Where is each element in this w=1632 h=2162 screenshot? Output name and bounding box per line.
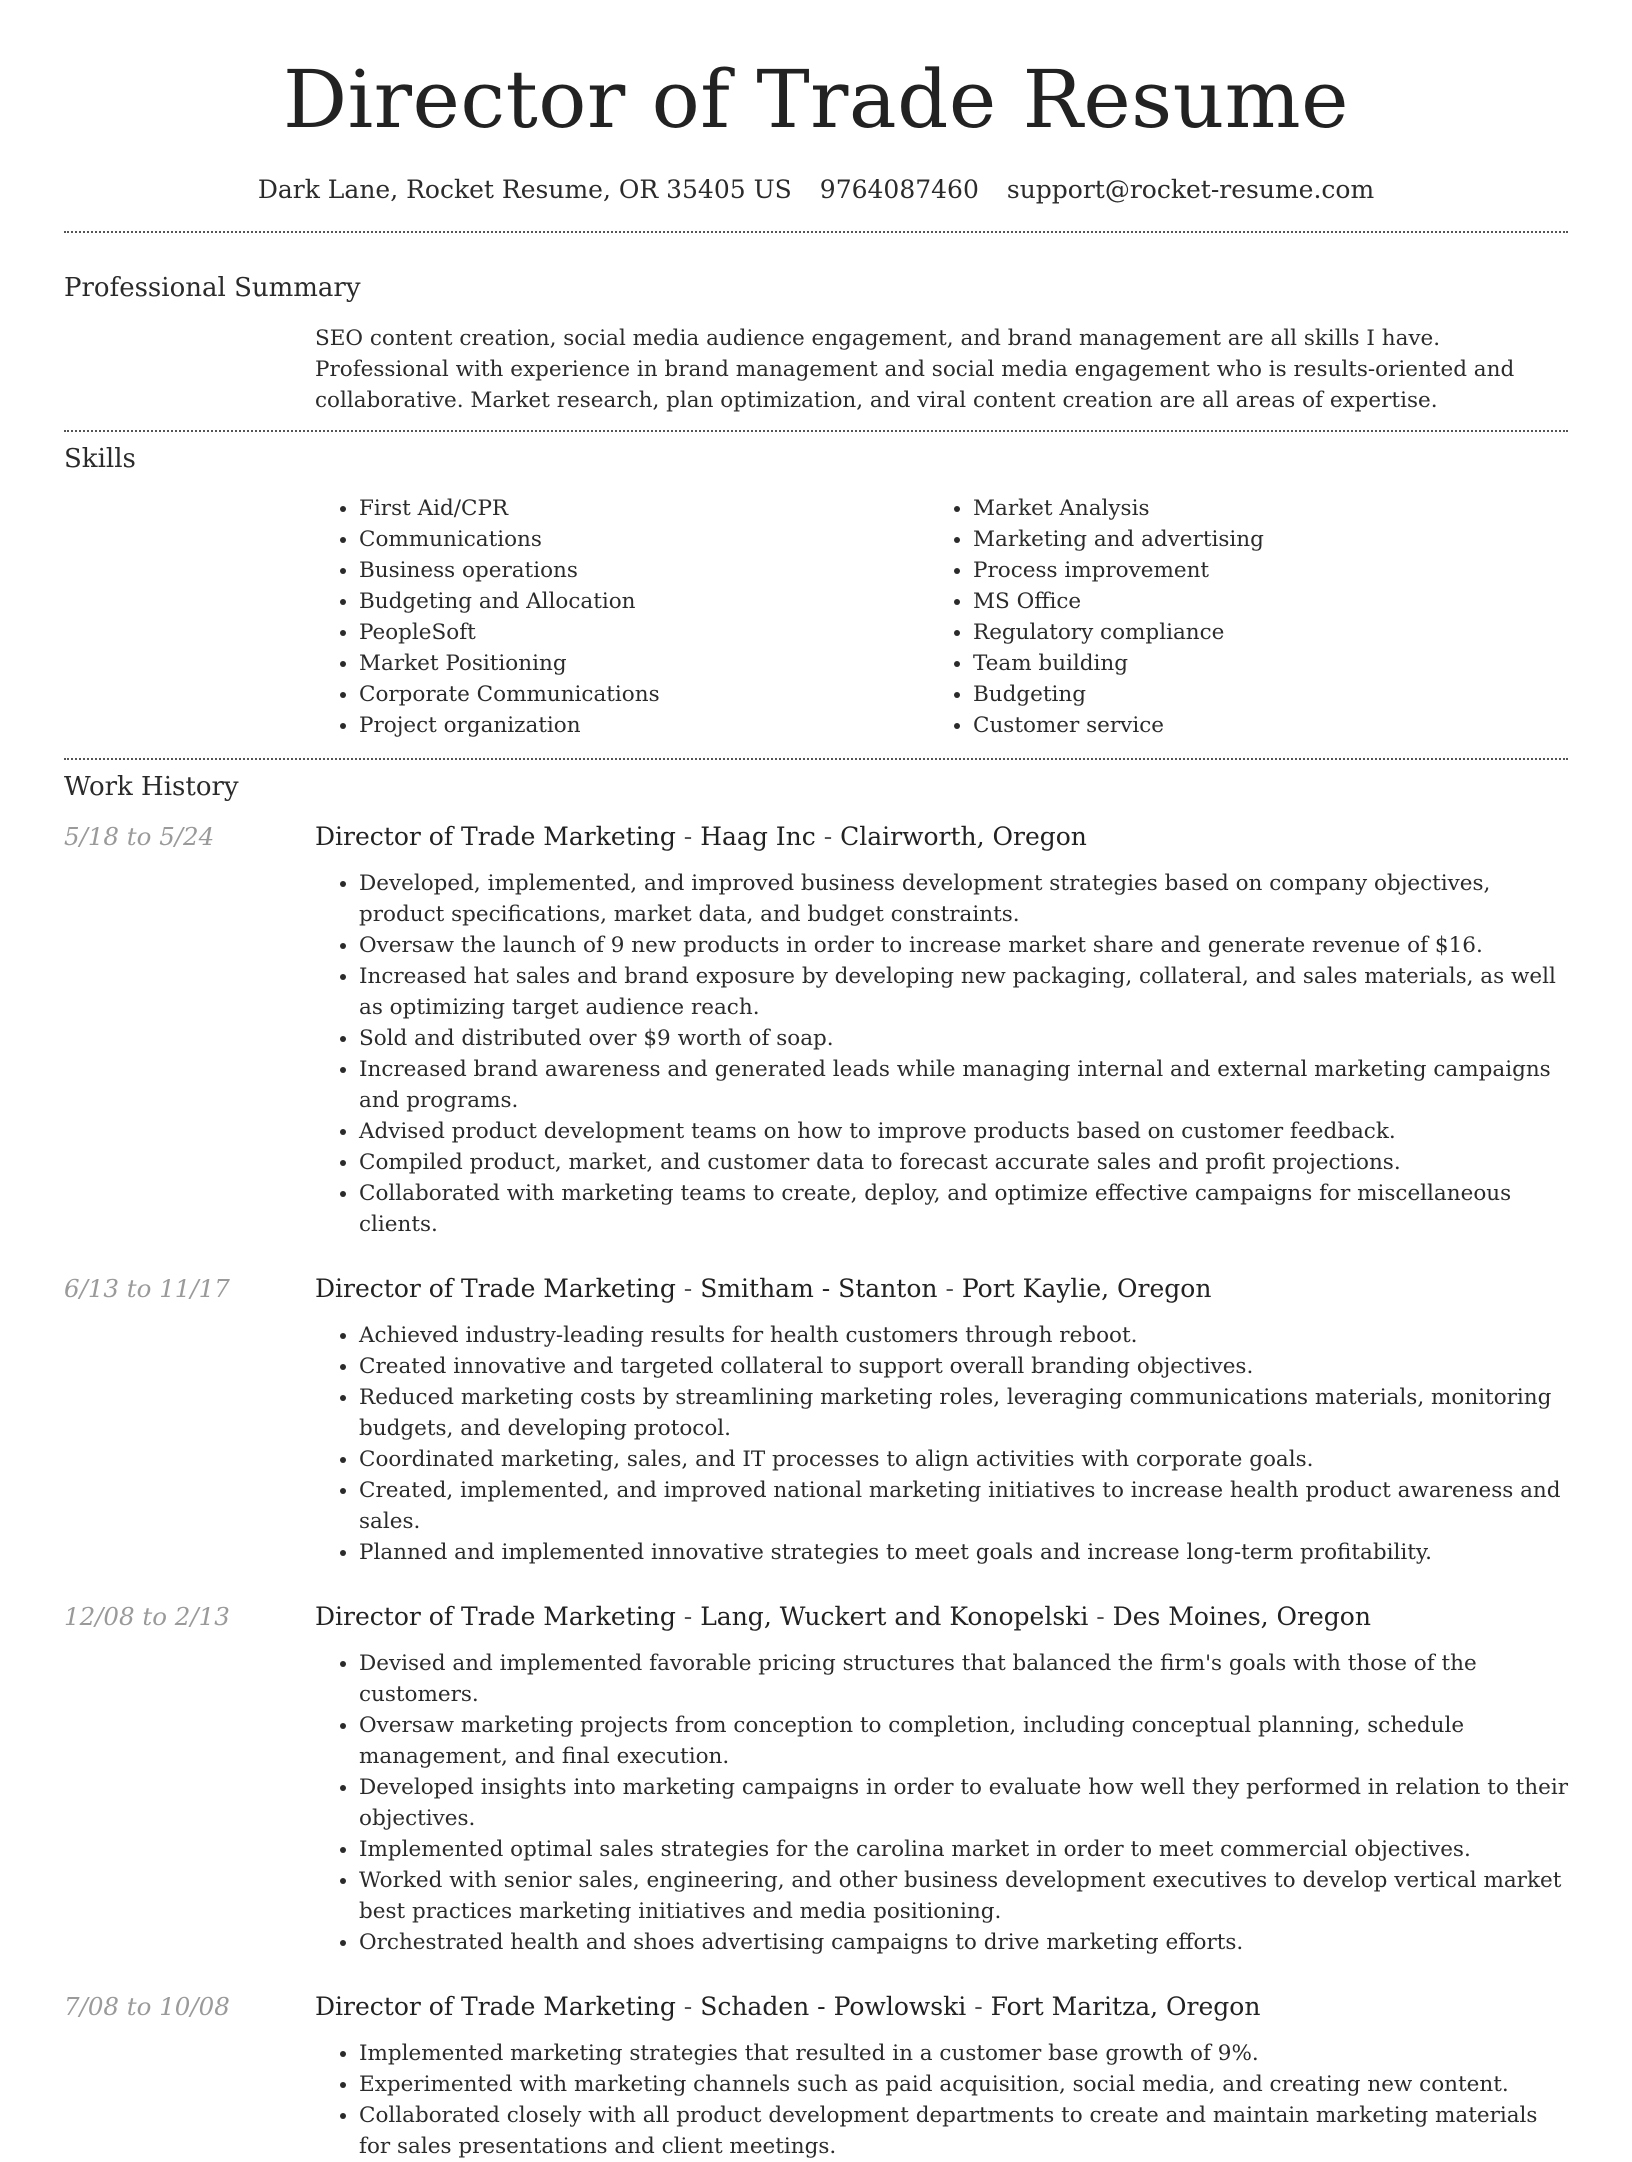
job-bullet: • Implemented marketing strategies that resulted in a customer base growth of 9%. [359,2038,1568,2069]
contact-phone: 9764087460 [819,175,979,204]
job-details [315,1600,1568,1958]
job-bullets [315,2038,1568,2162]
job-bullet: • Oversaw marketing projects from conception to completion, including conceptual planning, schedule management, and final execution. [359,1710,1568,1772]
job-dates: 7/08 to 10/08 [64,1992,230,2021]
skills-column-right [929,493,1264,741]
job-list [64,820,1568,2162]
job-bullet: • Implemented optimal sales strategies for the carolina market in order to meet commercial objectives. [359,1834,1568,1865]
job-bullet: • Achieved industry-leading results for health customers through reboot. [359,1320,1568,1351]
job-bullet: • Created, implemented, and improved national marketing initiatives to increase health product awareness and sales. [359,1475,1568,1537]
resume-title: Director of Trade Resume [283,53,1349,146]
job-entry [64,1272,1568,1568]
skill-item: • MS Office [973,586,1264,617]
job-role: Director of Trade Marketing [315,1274,676,1303]
job-bullet: • Reduced marketing costs by streamlining marketing roles, leveraging communications materials, monitoring budgets, and developing protocol. [359,1382,1568,1444]
job-company: Schaden - Powlowski [700,1992,967,2021]
contact-line [64,174,1568,206]
job-bullet: • Increased hat sales and brand exposure by developing new packaging, collateral, and sales materials, as well as optimizing target audience reach. [359,961,1568,1023]
job-company: Lang, Wuckert and Konopelski [700,1602,1089,1631]
skill-item: • Corporate Communications [359,679,929,710]
job-details [315,1990,1568,2162]
skill-item: • Market Analysis [973,493,1264,524]
job-entry [64,1600,1568,1958]
job-dates: 5/18 to 5/24 [64,822,215,851]
skill-item: • Budgeting and Allocation [359,586,929,617]
job-location: Fort Maritza, Oregon [990,1992,1261,2021]
job-bullet: • Orchestrated health and shoes advertising campaigns to drive marketing efforts. [359,1927,1568,1958]
job-bullet: • Coordinated marketing, sales, and IT processes to align activities with corporate goals. [359,1444,1568,1475]
skill-item: • Regulatory compliance [973,617,1264,648]
job-bullet: • Created innovative and targeted collateral to support overall branding objectives. [359,1351,1568,1382]
skill-item: • Business operations [359,555,929,586]
skill-item: • Communications [359,524,929,555]
skill-item: • Customer service [973,710,1264,741]
summary-text: SEO content creation, social media audience engagement, and brand management are all skills I have. Professional with experience in brand management and social media engagement who is results-oriented and collaborative. Market research, plan optimization, and viral content creation are all areas of expertise. [315,326,1515,413]
job-bullet: • Worked with senior sales, engineering, and other business development executives to develop vertical market best practices marketing initiatives and media positioning. [359,1865,1568,1927]
job-entry [64,820,1568,1240]
job-entry [64,1990,1568,2162]
job-bullets [315,1648,1568,1958]
job-bullet: • Developed, implemented, and improved business development strategies based on company objectives, product specifications, market data, and budget constraints. [359,868,1568,930]
section-title-summary: Professional Summary [64,273,361,303]
job-bullet: • Oversaw the launch of 9 new products in order to increase market share and generate revenue of $16. [359,930,1568,961]
skill-item: • First Aid/CPR [359,493,929,524]
job-bullet: • Developed insights into marketing campaigns in order to evaluate how well they performed in relation to their objectives. [359,1772,1568,1834]
skills-section [64,442,1568,741]
contact-email: support@rocket-resume.com [1006,175,1375,204]
skills-column-left [315,493,929,741]
job-role: Director of Trade Marketing [315,1992,676,2021]
job-bullet: • Compiled product, market, and customer data to forecast accurate sales and profit projections. [359,1147,1568,1178]
job-bullet: • Planned and implemented innovative strategies to meet goals and increase long-term profitability. [359,1537,1568,1568]
divider [64,430,1568,432]
job-bullet: • Sold and distributed over $9 worth of soap. [359,1023,1568,1054]
job-location: Port Kaylie, Oregon [961,1274,1212,1303]
divider [64,758,1568,760]
summary-section [64,271,1568,416]
divider [64,231,1568,233]
skill-item: • Budgeting [973,679,1264,710]
skill-item: • Process improvement [973,555,1264,586]
job-bullet: • Advised product development teams on how to improve products based on customer feedback. [359,1116,1568,1147]
job-bullet: • Experimented with marketing channels such as paid acquisition, social media, and creating new content. [359,2069,1568,2100]
section-title-work-history: Work History [64,772,239,802]
skill-item: • Team building [973,648,1264,679]
job-role: Director of Trade Marketing [315,822,676,851]
job-dates: 6/13 to 11/17 [64,1274,230,1303]
skill-item: • Marketing and advertising [973,524,1264,555]
job-bullets [315,868,1568,1240]
resume-header [64,0,1568,206]
job-company: Smitham - Stanton [700,1274,938,1303]
job-bullets [315,1320,1568,1568]
skills-list [315,493,1568,741]
job-bullet: • Increased brand awareness and generated leads while managing internal and external marketing campaigns and programs. [359,1054,1568,1116]
job-role: Director of Trade Marketing [315,1602,676,1631]
job-location: Clairworth, Oregon [840,822,1087,851]
contact-address: Dark Lane, Rocket Resume, OR 35405 US [257,175,792,204]
job-location: Des Moines, Oregon [1112,1602,1371,1631]
job-title: Director of Trade Marketing - Haag Inc - Clairworth, Oregon [315,822,1087,851]
skill-item: • PeopleSoft [359,617,929,648]
job-details [315,820,1568,1240]
job-bullet: • Collaborated with marketing teams to create, deploy, and optimize effective campaigns for miscellaneous clients. [359,1178,1568,1240]
job-title: Director of Trade Marketing - Lang, Wuckert and Konopelski - Des Moines, Oregon [315,1602,1371,1631]
skill-item: • Market Positioning [359,648,929,679]
job-title: Director of Trade Marketing - Schaden - Powlowski - Fort Maritza, Oregon [315,1992,1261,2021]
resume-page [64,0,1568,2162]
job-details [315,1272,1568,1568]
section-title-skills: Skills [64,444,136,474]
skill-item: • Project organization [359,710,929,741]
job-company: Haag Inc [700,822,816,851]
job-dates: 12/08 to 2/13 [64,1602,230,1631]
job-bullet: • Devised and implemented favorable pricing structures that balanced the firm's goals with those of the customers. [359,1648,1568,1710]
work-history-section [64,770,1568,2162]
job-bullet: • Collaborated closely with all product development departments to create and maintain marketing materials for sales presentations and client meetings. [359,2100,1568,2162]
job-title: Director of Trade Marketing - Smitham - Stanton - Port Kaylie, Oregon [315,1274,1212,1303]
